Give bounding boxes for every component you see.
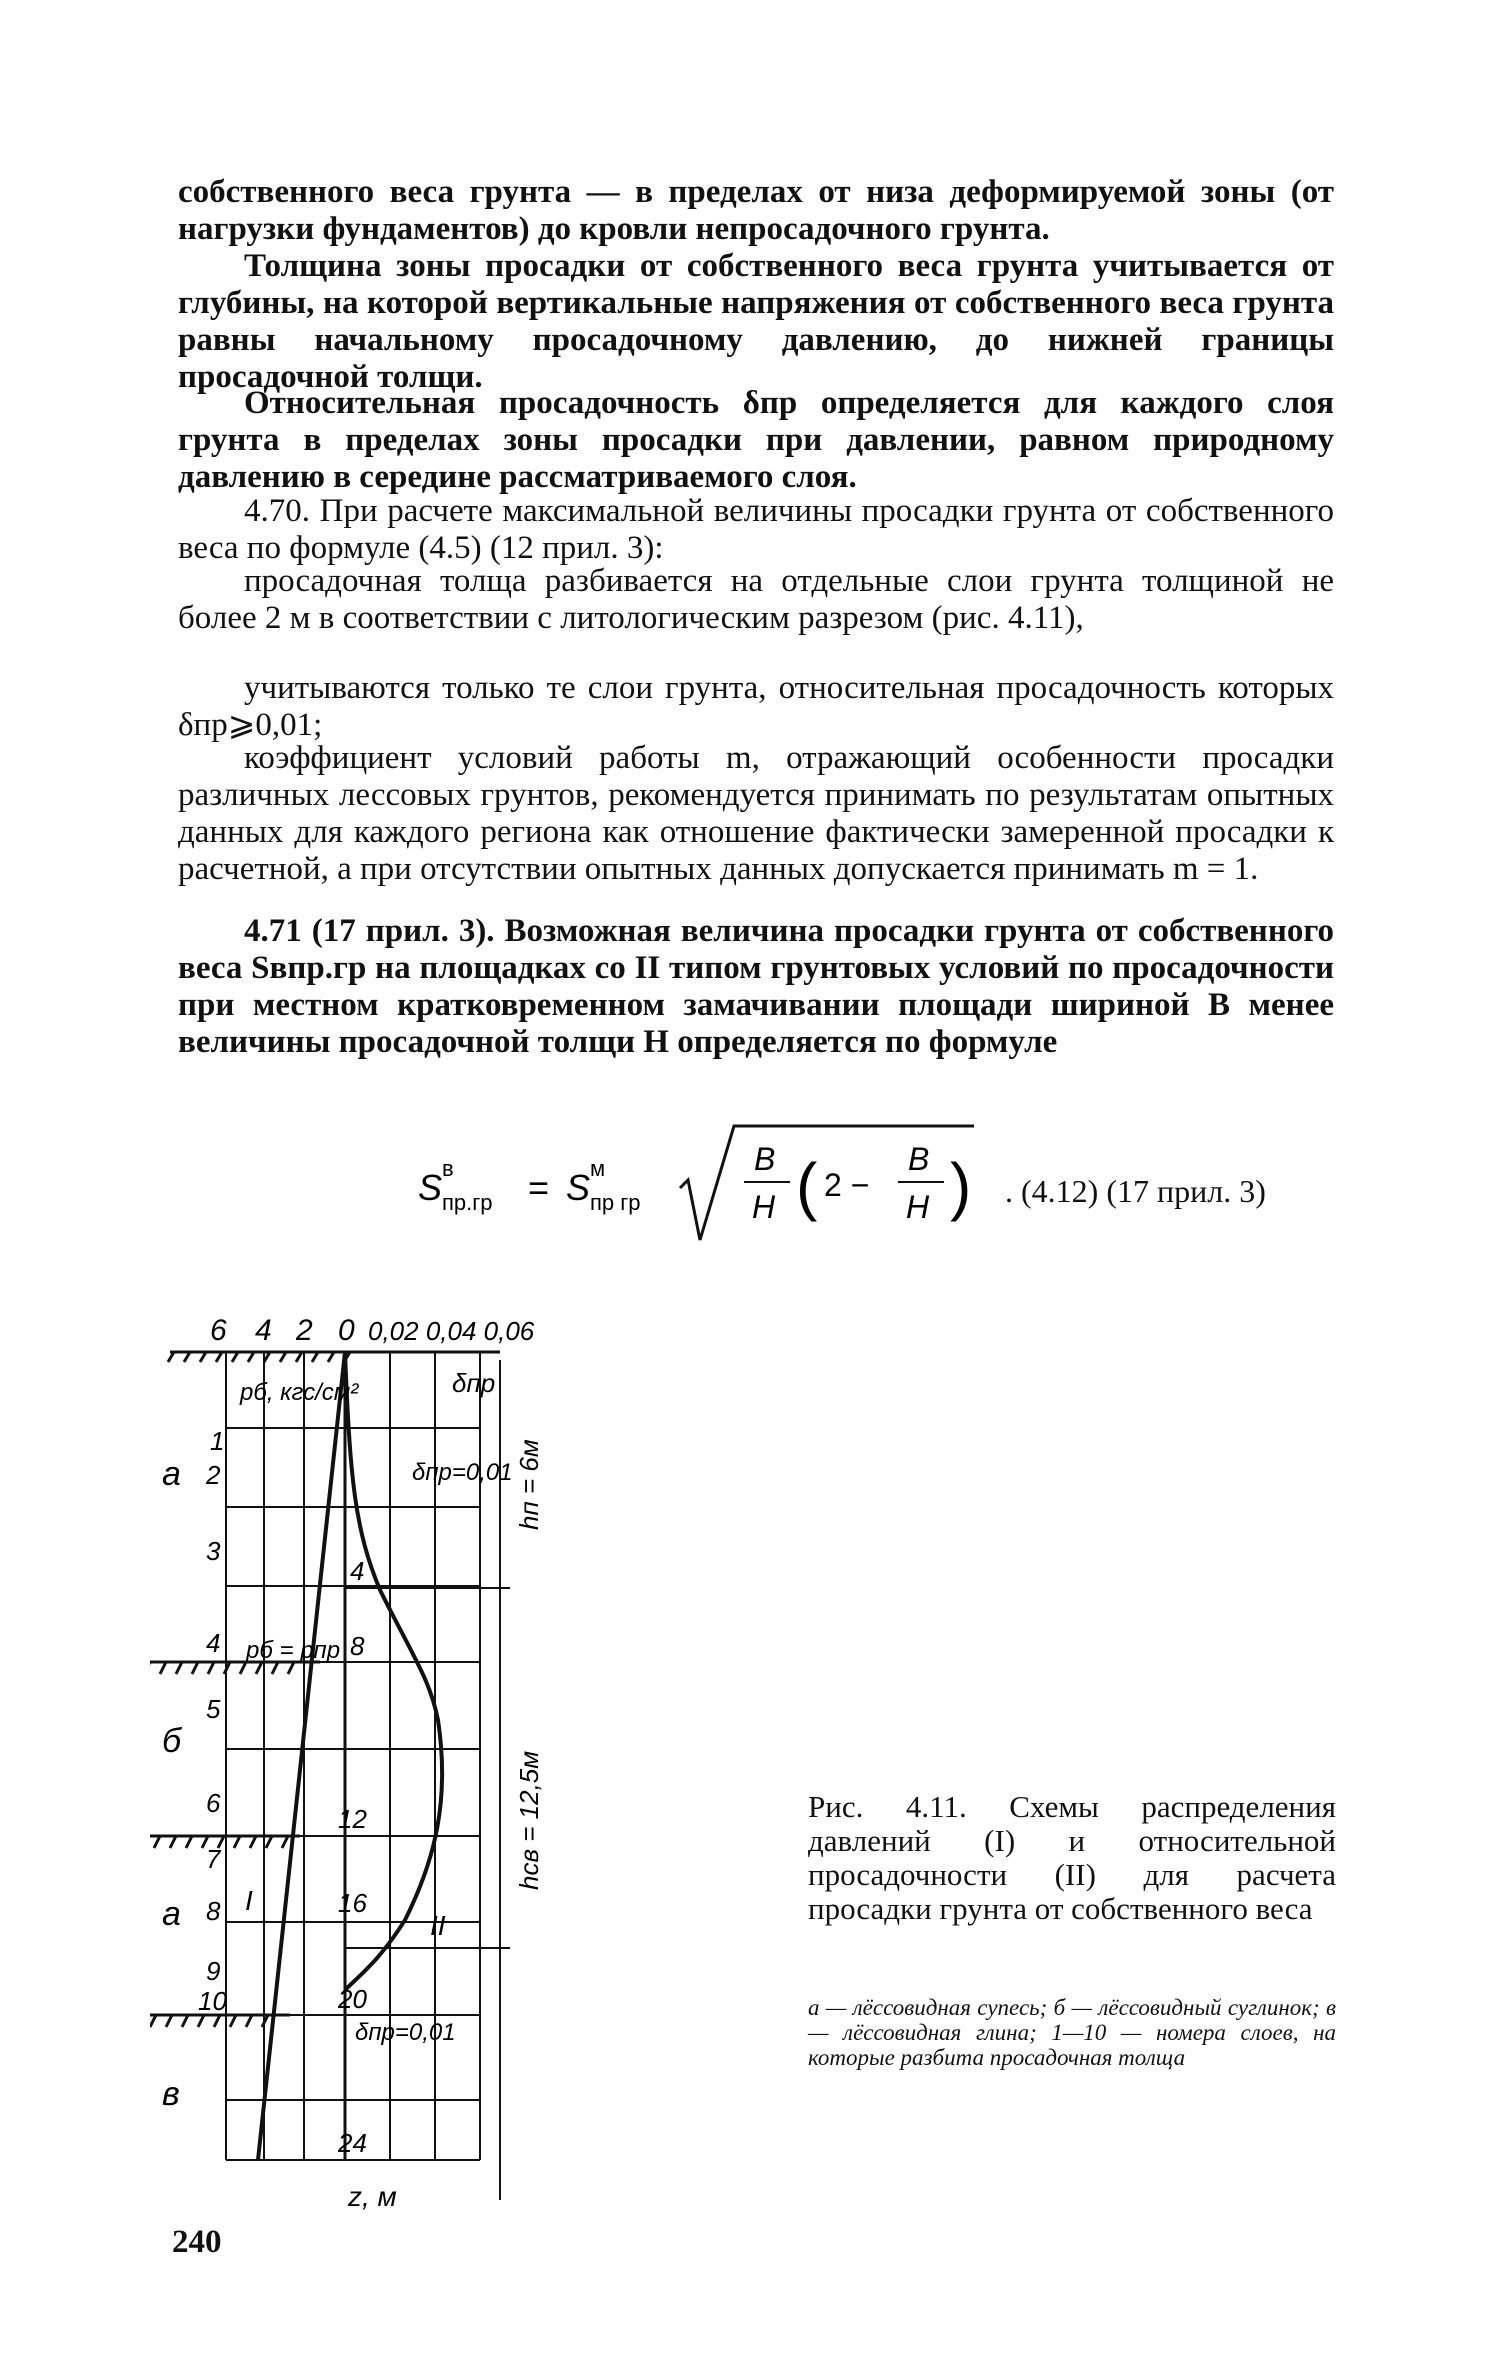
depth-24: 24 [338,2128,367,2158]
scale-tick-6: 6 [210,1314,227,1347]
paragraph-4-70: 4.70. При расчете максимальной величины просадки грунта от собственного веса по формуле (4.5) (12 прил. 3): [178,493,1334,566]
dimension-lines [345,1360,510,2200]
formula-lhs-s: S [418,1167,443,1208]
top-scale [210,1314,535,1347]
paragraph-zone-thickness: Толщина зоны просадки от собственного веса грунта учитывается от глубины, на которой вертикальные напряжения от собственного веса грунта равны начальному просадочному давлению, до нижней границы просадочной толщи. [178,248,1334,395]
pb-equals-ppr-label: pб = pпр [246,1637,341,1664]
formula-label: . (4.12) (17 прил. 3) [1005,1173,1266,1209]
curve-i-label: I [245,1885,253,1916]
depth-20: 20 [338,1984,367,2014]
paragraph-considered-layers: учитываются только те слои грунта, относительная просадочность которых δпр⩾0,01; [178,670,1334,743]
layer-5: 5 [206,1694,221,1724]
curve-ii-label: II [430,1910,446,1941]
layer-10: 10 [198,1986,227,2016]
h-side-label: hсв = 12,5м [514,1750,544,1890]
depth-8: 8 [350,1631,365,1661]
paren-open: ( [796,1150,818,1222]
delta-001-bottom-label: δпр=0,01 [355,2019,456,2046]
depth-ticks [337,1556,367,2158]
layer-4: 4 [206,1628,221,1658]
delta-001-top-label: δпр=0,01 [412,1459,513,1486]
formula-rhs-s: S [566,1167,591,1208]
figure-4-11 [150,1300,790,2230]
formula-rhs-sub: пр гр [590,1190,641,1215]
depth-4: 4 [350,1556,365,1586]
layer-6: 6 [206,1788,221,1818]
scale-tick-0: 0 [338,1314,355,1347]
depth-axis-label: z, м [348,2181,397,2212]
figure-caption: Рис. 4.11. Схемы распределения давлений (I) и относительной просадочности (II) для расчета просадки грунта от собственного веса [808,1789,1336,1926]
layer-7: 7 [206,1844,221,1874]
soil-a-bottom: а [162,1895,181,1933]
layer-numbers [198,1426,227,2016]
scale-tick-2: 2 [296,1314,313,1347]
layer-8: 8 [206,1896,221,1926]
layer-9: 9 [206,1956,221,1986]
paragraph-coefficient: коэффициент условий работы m, отражающий особенности просадки различных лессовых грунтов, рекомендуется принимать по результатам опытных данных для каждого региона как отношение фактически замеренной просадки к расчетной, а при отсутствии опытных данных допускается принимать m = 1. [178,740,1334,887]
delta-axis-label: δпр [452,1368,496,1398]
soil-b: б [162,1722,182,1760]
formula-lhs-sup: в [442,1156,454,1181]
page-number: 240 [172,2224,222,2260]
depth-16: 16 [338,1888,367,1918]
h-top-label: hп = 6м [514,1439,544,1530]
ground-surface-hatching [168,1352,500,1362]
formula-lhs-sub: пр.гр [442,1190,493,1215]
layer-boundaries [150,1662,320,2027]
formula-equals: = [528,1167,550,1208]
formula-two-minus: 2 − [824,1167,870,1203]
formula-b-num-2: B [908,1141,930,1177]
scale-delta-ticks: 0,02 0,04 0,06 [368,1316,535,1346]
layer-2: 2 [206,1460,221,1490]
paragraph-continuation: собственного веса грунта — в пределах от низа деформируемой зоны (от нагрузки фундаментов) до кровли непросадочного грунта. [178,174,1334,247]
paragraph-relative-settlement: Относительная просадочность δпр определяется для каждого слоя грунта в пределах зоны просадки при давлении, равном природному давлению в середине рассматриваемого слоя. [178,385,1334,495]
figure-legend: а — лёссовидная супесь; б — лёссовидный суглинок; в — лёссовидная глина; 1—10 — номера слоев, на которые разбита просадочная толща [808,1995,1336,2070]
layer-3: 3 [206,1536,221,1566]
paren-close: ) [950,1150,972,1222]
depth-12: 12 [338,1804,367,1834]
soil-a-top: а [162,1455,181,1493]
soil-v: в [162,2075,180,2113]
layer-1: 1 [210,1426,225,1456]
paragraph-layers: просадочная толща разбивается на отдельные слои грунта толщиной не более 2 м в соответствии с литологическим разрезом (рис. 4.11), [178,563,1334,636]
paragraph-4-71: 4.71 (17 прил. 3). Возможная величина просадки грунта от собственного веса Sвпр.гр на площадках со II типом грунтовых условий по просадочности при местном кратковременном замачивании площади шириной B менее величины просадочной толщи H определяется по формуле [178,913,1334,1060]
formula-rhs-sup: м [590,1156,606,1181]
scale-tick-4: 4 [255,1314,272,1347]
formula-h-den: H [752,1189,776,1225]
formula-b-num: B [754,1141,776,1177]
curve-i-pressure [258,1352,345,2160]
pressure-unit-label: pб, кгс/см² [240,1379,359,1406]
formula-h-den-2: H [906,1189,930,1225]
